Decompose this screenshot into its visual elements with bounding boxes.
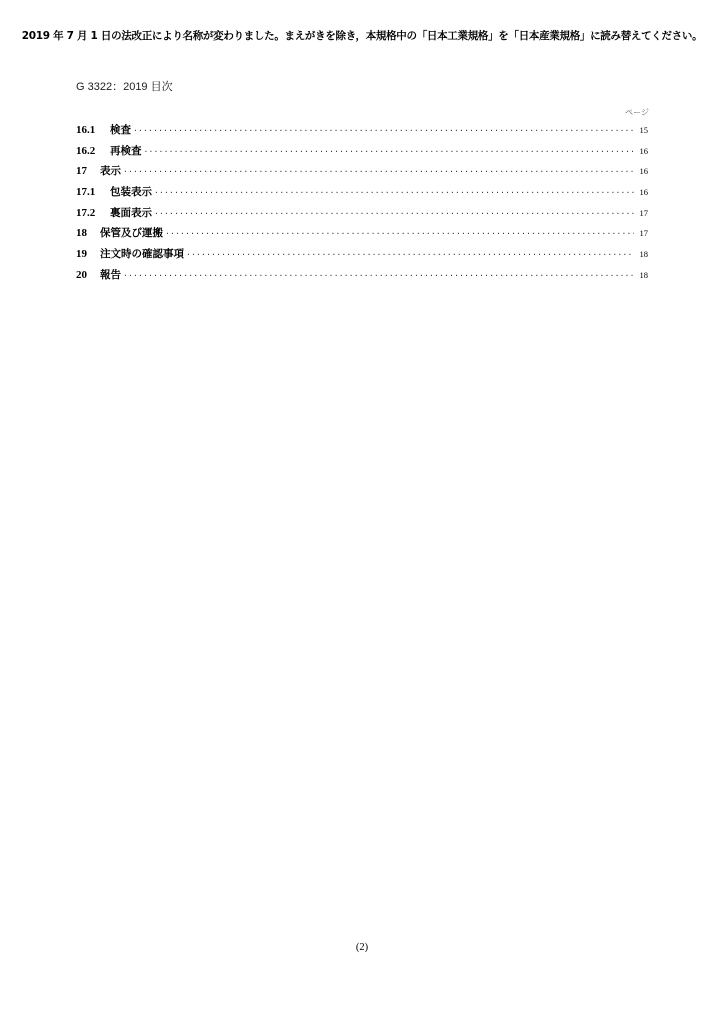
toc-entry-number: 16.2 — [76, 144, 96, 157]
toc-entry[interactable] — [76, 122, 648, 143]
toc-entry-title: 裏面表示 — [110, 206, 152, 219]
toc-entry-page: 15 — [639, 125, 648, 135]
toc-entry-page: 17 — [639, 207, 648, 218]
toc-entry-title: 検査 — [110, 124, 131, 136]
toc-leader-dots — [123, 167, 634, 176]
toc-entry-number: 18 — [76, 227, 87, 240]
toc-entry-title: 表示 — [100, 165, 121, 178]
toc-entry[interactable] — [76, 267, 648, 288]
toc-entry-number: 17.1 — [76, 186, 96, 199]
toc-entry-title: 再検査 — [110, 144, 142, 157]
toc-leader-dots — [133, 126, 634, 135]
toc-entry-number: 16.1 — [76, 124, 96, 136]
toc-entry[interactable] — [76, 205, 648, 226]
toc-leader-dots — [154, 188, 634, 197]
toc-entry-number: 19 — [76, 248, 87, 261]
toc-leader-dots — [144, 147, 635, 156]
page-column-label: ページ — [625, 108, 649, 117]
toc-entry-number: 17.2 — [76, 206, 96, 219]
toc-leader-dots — [154, 209, 634, 218]
toc-entry-page: 18 — [639, 249, 648, 260]
toc-entry-number: 17 — [76, 165, 87, 178]
toc-entry-title: 注文時の確認事項 — [100, 248, 184, 261]
toc-leader-dots — [165, 229, 634, 238]
document-header: G 3322：2019 目次 — [76, 81, 173, 93]
toc-entry[interactable] — [76, 225, 648, 246]
toc-entry[interactable] — [76, 246, 648, 267]
toc-entry-page: 18 — [639, 269, 648, 280]
toc-entry-title: 保管及び運搬 — [100, 227, 163, 240]
toc-leader-dots — [123, 271, 634, 280]
table-of-contents — [76, 122, 648, 288]
toc-entry-page: 17 — [639, 228, 648, 239]
page-number-footer: (2) — [355, 942, 369, 953]
toc-entry-page: 16 — [639, 187, 648, 198]
toc-entry[interactable] — [76, 184, 648, 205]
toc-entry-page: 16 — [639, 145, 648, 156]
toc-entry[interactable] — [76, 163, 648, 184]
toc-entry-number: 20 — [76, 268, 87, 281]
toc-entry-title: 包装表示 — [110, 186, 152, 199]
law-change-notice: 2019 年 7 月 1 日の法改正により名称が変わりました。まえがきを除き，本規格中の「日本工業規格」を「日本産業規格」に読み替えてください。 — [21, 30, 703, 42]
toc-entry[interactable] — [76, 143, 648, 164]
toc-entry-title: 報告 — [100, 268, 121, 281]
toc-entry-page: 16 — [639, 166, 648, 177]
toc-leader-dots — [186, 250, 634, 259]
